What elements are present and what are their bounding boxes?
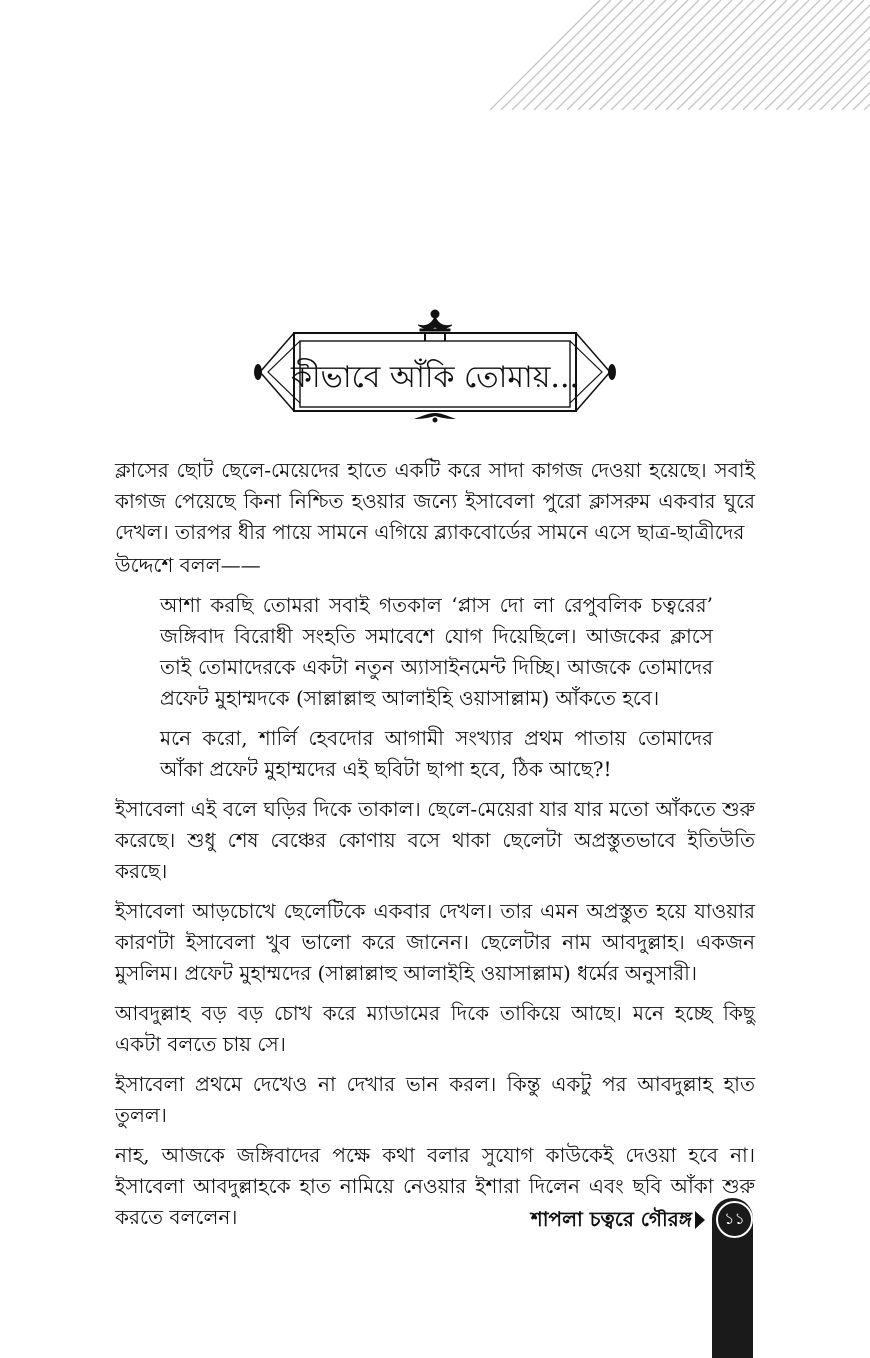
paragraph-7: আবদুল্লাহ বড় বড় চোখ করে ম্যাডামের দিকে তাকিয়ে আছে। মনে হচ্ছে কিছু একটা বলতে চায় সে। [115,1001,755,1056]
left-bead-icon [254,364,262,380]
corner-hatch-decoration [490,0,870,110]
top-fleuron-icon [418,310,452,341]
bottom-flourish-icon [414,413,456,423]
chapter-title: কীভাবে আঁকি তোমায়... [290,359,580,395]
footer-book-title: শাপলা চত্বরে গৌরঙ্গ [530,1207,692,1231]
hatch-line [809,0,870,110]
quote-paragraph-1: আশা করছি তোমরা সবাই গতকাল ‘প্লাস দো লা রেপুবলিক চত্বরের’ জঙ্গিবাদ বিরোধী সংহতি সমাবেশে যোগ দিয়েছিলে। আজকের ক্লাসে তাই তোমাদেরকে একটা নতুন অ্যাসাইনমেন্ট দিচ্ছি। আজকে তোমাদের প্রফেট মুহাম্মদকে (সাল্লাল্লাহু আলাইহি ওয়াসাল্লাম) আঁকতে হবে। [160,593,713,710]
hatch-line [853,0,870,110]
paragraph-6: ইসাবেলা আড়চোখে ছেলেটিকে একবার দেখল। তার এমন অপ্রস্তুত হয়ে যাওয়ার কারণটা ইসাবেলা খুব ভালো করে জানেন। ছেলেটার নাম আবদুল্লাহ। একজন মুসলিম। প্রফেট মুহাম্মদের (সাল্লাল্লাহু আলাইহি ওয়াসাল্লাম) ধর্মের অনুসারী। [115,899,755,985]
paragraph-2: উদ্দেশে বলল—— [115,553,261,577]
right-bead-icon [608,364,616,380]
chapter-heading [250,305,620,430]
paragraph-1: ক্লাসের ছোট ছেলে-মেয়েদের হাতে একটি করে সাদা কাগজ দেওয়া হয়েছে। সবাই কাগজ পেয়েছে কিনা নিশ্চিত হওয়ার জন্যে ইসাবেলা পুরো ক্লাসরুম একবার ঘুরে দেখল। তারপর ধীর পায়ে সামনে এগিয়ে ব্ল্যাকবোর্ডের সামনে এসে ছাত্র-ছাত্রীদের [115,458,755,544]
body-text [115,455,755,1242]
footer-arrow-icon [695,1211,705,1229]
hatch-line [820,0,870,110]
hatch-line [787,0,870,110]
paragraph-5: ইসাবেলা এই বলে ঘড়ির দিকে তাকাল। ছেলে-মেয়েরা যার যার মতো আঁকতে শুরু করেছে। শুধু শেষ বেঞ্চের কোণায় বসে থাকা ছেলেটা অপ্রস্তুতভাবে ইতিউতি করছে। [115,797,755,883]
quote-paragraph-2: মনে করো, শার্লি হেবদোর আগামী সংখ্যার প্রথম পাতায় তোমাদের আঁকা প্রফেট মুহাম্মদের এই ছবিটা ছাপা হবে, ঠিক আছে?! [160,726,713,781]
paragraph-8: ইসাবেলা প্রথমে দেখেও না দেখার ভান করল। কিন্তু একটু পর আবদুল্লাহ হাত তুলল। [115,1072,755,1127]
hatch-line [842,0,870,110]
paragraph-9: নাহ, আজকে জঙ্গিবাদের পক্ষে কথা বলার সুযোগ কাউকেই দেওয়া হবে না। ইসাবেলা আবদুল্লাহকে হাত নামিয়ে নেওয়ার ইশারা দিলেন এবং ছবি আঁকা শুরু করতে বললেন। [115,1143,755,1229]
page-number: ১১ [716,1201,753,1238]
hatch-line [776,0,870,110]
